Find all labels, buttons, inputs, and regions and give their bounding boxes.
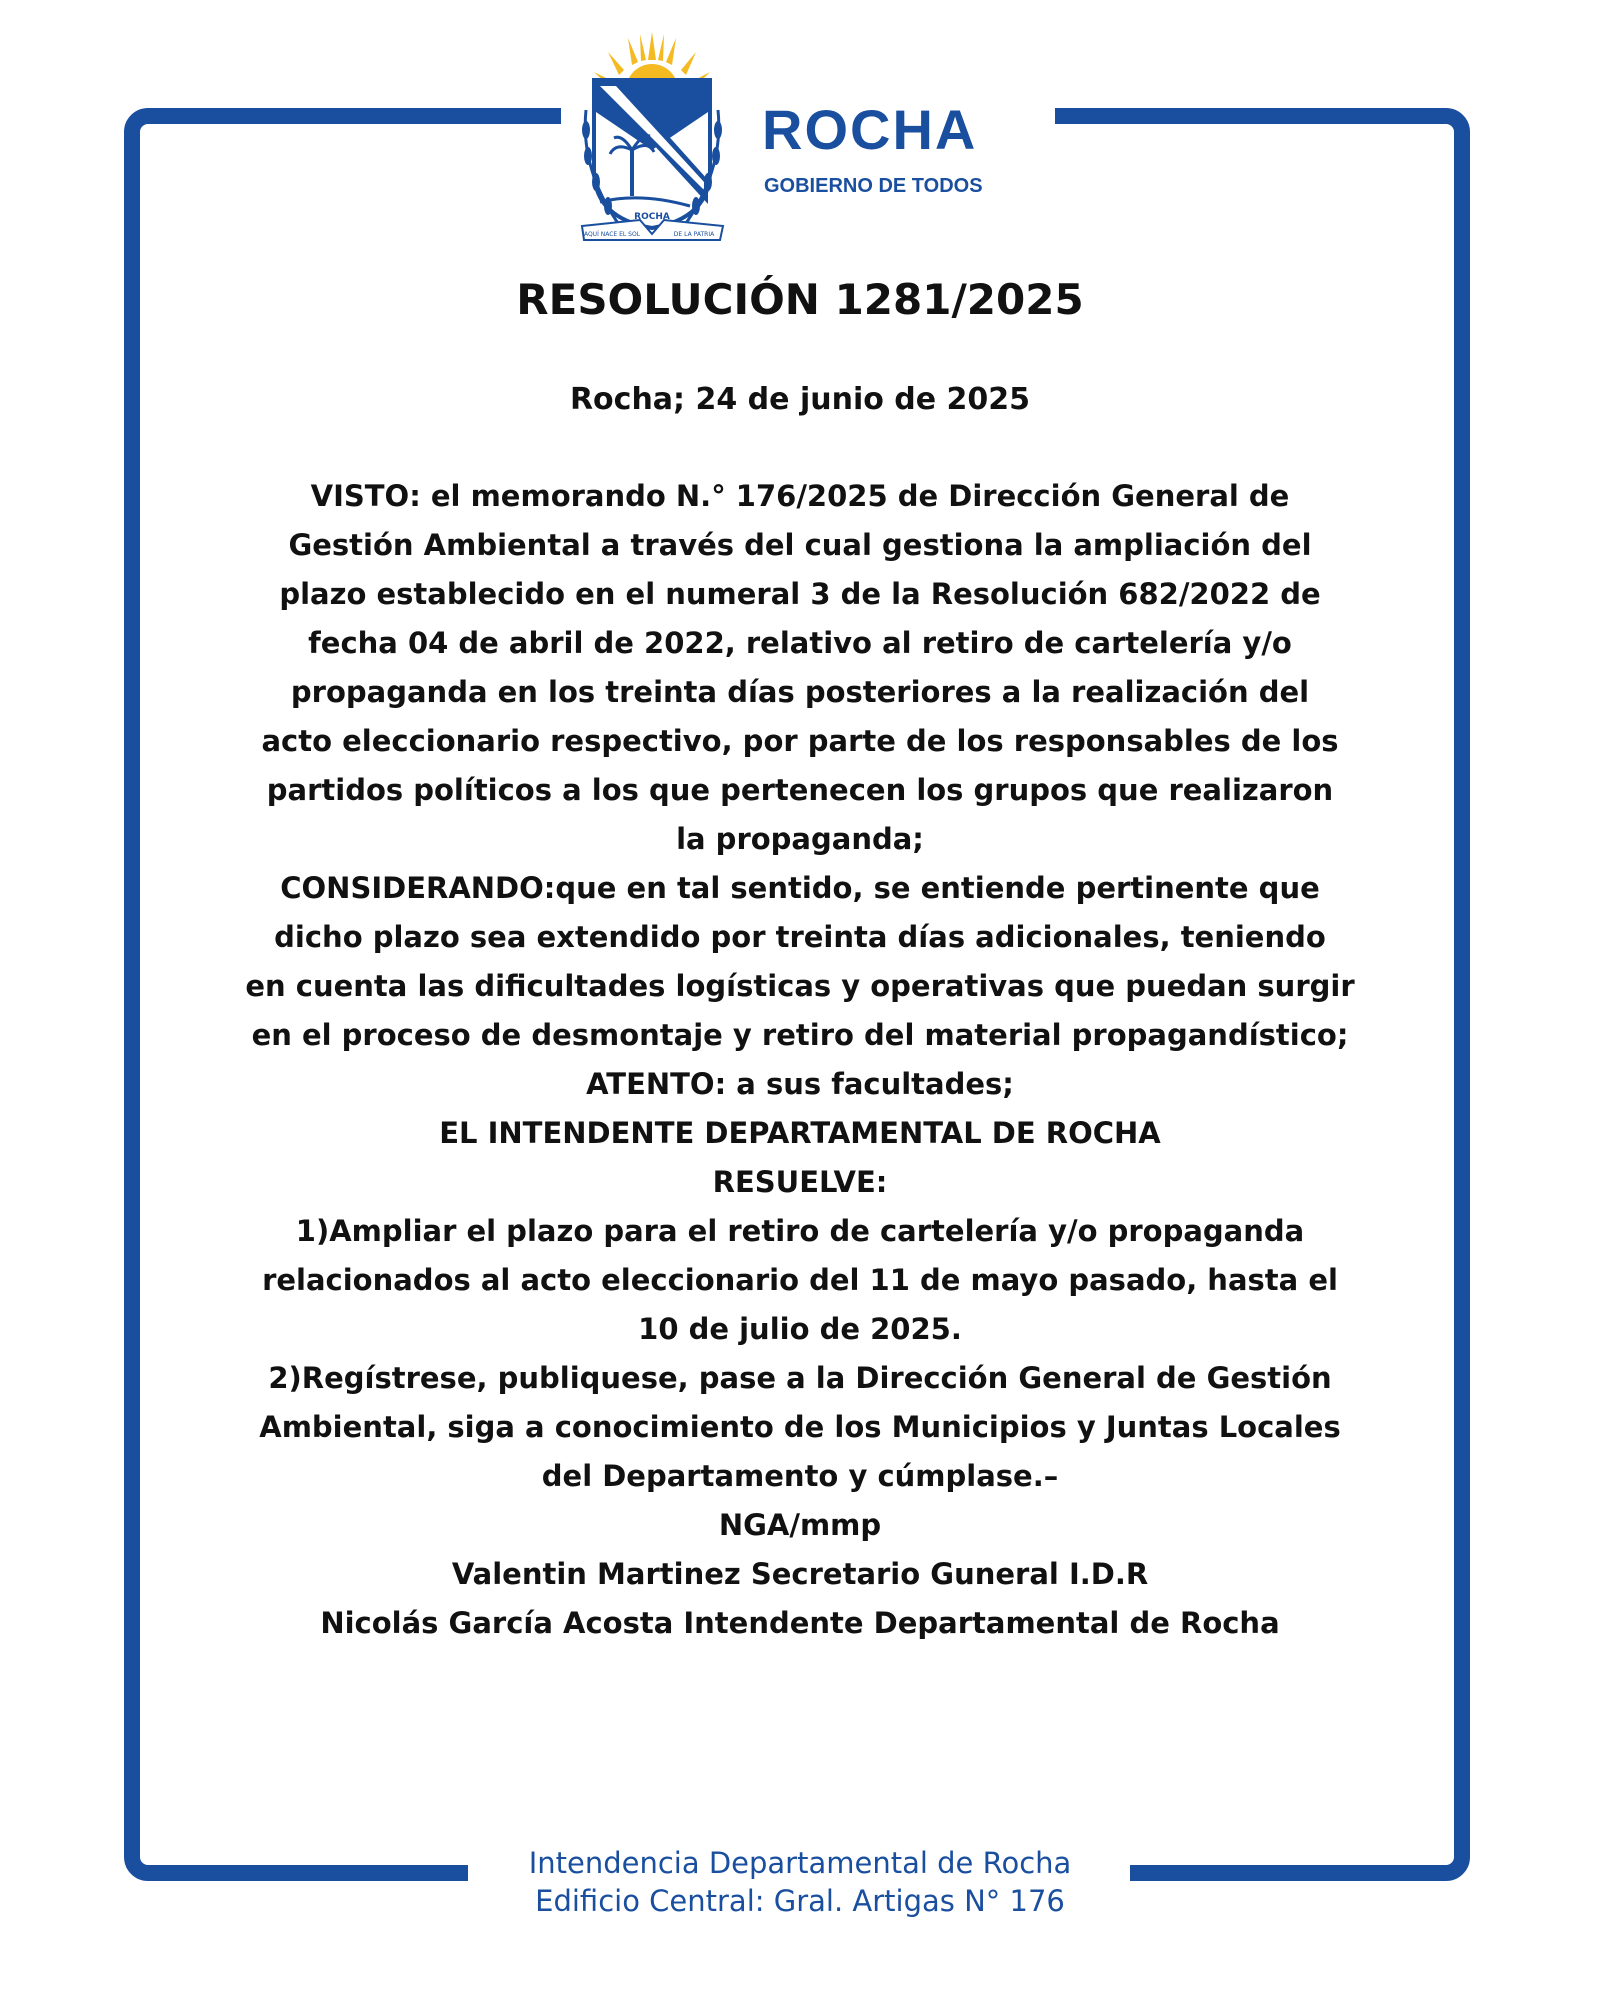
body-line: 2)Regístrese, publiquese, pase a la Dirección General de Gestión: [268, 1361, 1332, 1395]
body-line: ATENTO: a sus facultades;: [586, 1067, 1014, 1101]
body-line: del Departamento y cúmplase.–: [541, 1459, 1059, 1493]
crest-motto-left: AQUÍ NACE EL SOL: [583, 231, 641, 238]
document-title: RESOLUCIÓN 1281/2025: [516, 275, 1084, 324]
crest-top-text: ROCHA: [634, 212, 670, 222]
body-line: RESUELVE:: [712, 1165, 888, 1199]
body-line: NGA/mmp: [718, 1508, 882, 1542]
body-line: VISTO: el memorando N.° 176/2025 de Dirección General de: [310, 479, 1290, 513]
footer: [400, 1844, 1200, 1920]
body-line: CONSIDERANDO:que en tal sentido, se entiende pertinente que: [280, 871, 1320, 905]
body-line: Ambiental, siga a conocimiento de los Municipios y Juntas Locales: [259, 1410, 1341, 1444]
body-line: Gestión Ambiental a través del cual gestiona la ampliación del: [288, 528, 1312, 562]
document-body: [160, 472, 1440, 1648]
body-line: dicho plazo sea extendido por treinta días adicionales, teniendo: [274, 920, 1326, 954]
body-line: plazo establecido en el numeral 3 de la Resolución 682/2022 de: [279, 577, 1321, 611]
coat-of-arms-icon: [580, 30, 725, 245]
footer-line-1: Intendencia Departamental de Rocha: [528, 1846, 1072, 1880]
body-line: propaganda en los treinta días posteriores a la realización del: [290, 675, 1310, 709]
body-line: EL INTENDENTE DEPARTAMENTAL DE ROCHA: [439, 1116, 1161, 1150]
footer-line-2: Edificio Central: Gral. Artigas N° 176: [535, 1884, 1065, 1918]
body-line: Nicolás García Acosta Intendente Departamental de Rocha: [320, 1606, 1280, 1640]
body-line: partidos políticos a los que pertenecen los grupos que realizaron: [266, 773, 1334, 807]
brand-tagline: GOBIERNO DE TODOS: [764, 175, 983, 197]
body-line: la propaganda;: [676, 822, 924, 856]
body-line: fecha 04 de abril de 2022, relativo al retiro de cartelería y/o: [308, 626, 1292, 660]
body-line: acto eleccionario respectivo, por parte de los responsables de los: [261, 724, 1339, 758]
document-date: Rocha; 24 de junio de 2025: [569, 382, 1031, 417]
body-line: 1)Ampliar el plazo para el retiro de cartelería y/o propaganda: [295, 1214, 1305, 1248]
body-line: en el proceso de desmontaje y retiro del material propagandístico;: [251, 1018, 1349, 1052]
body-line: en cuenta las dificultades logísticas y operativas que puedan surgir: [245, 969, 1355, 1003]
body-line: 10 de julio de 2025.: [638, 1312, 962, 1346]
brand-name: ROCHA: [762, 98, 978, 161]
rocha-logo: [580, 30, 1040, 245]
body-line: Valentin Martinez Secretario Guneral I.D.R: [451, 1557, 1149, 1591]
body-line: relacionados al acto eleccionario del 11 de mayo pasado, hasta el: [262, 1263, 1338, 1297]
crest-motto-right: DE LA PATRIA: [673, 231, 715, 238]
